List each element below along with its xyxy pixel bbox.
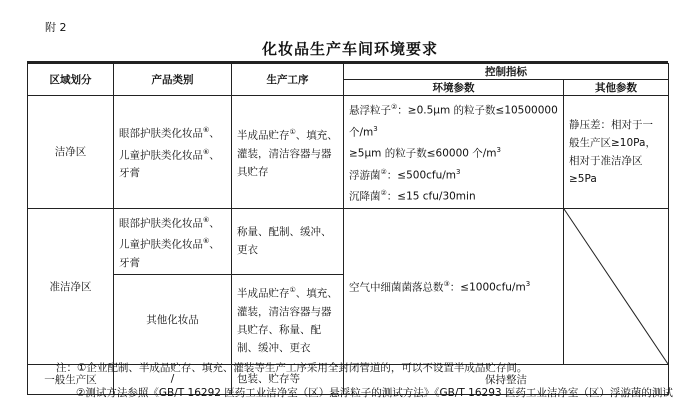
header-control: 控制指标 <box>344 64 669 80</box>
general-process: 包装、贮存等 <box>232 364 344 394</box>
general-category: / <box>114 364 232 394</box>
environment-requirements-table <box>27 63 669 395</box>
semi-process-a: 称量、配制、缓冲、更衣 <box>232 208 344 274</box>
semi-process-b: 半成品贮存①、填充、灌装，清洁容器与器具贮存、称量、配制、缓冲、更衣 <box>232 274 344 364</box>
header-process: 生产工序 <box>232 64 344 96</box>
general-control: 保持整洁 <box>344 364 669 394</box>
semi-area: 准洁净区 <box>28 208 114 364</box>
clean-env-particles: 悬浮粒子②：≥0.5μm 的粒子数≤10500000 个$/m^3$ <box>349 103 558 138</box>
table-row-semi-a <box>28 208 669 274</box>
table-row-clean <box>28 96 669 209</box>
table-header-row <box>28 64 669 80</box>
semi-env <box>344 208 564 364</box>
semi-category-a: 眼部护肤类化妆品⑥、儿童护肤类化妆品⑥、牙膏 <box>114 208 232 274</box>
header-env: 环境参数 <box>344 80 564 96</box>
clean-other: 静压差：相对于一般生产区≥10Pa，相对于准洁净区≥5Pa <box>564 96 669 209</box>
diagonal-line <box>564 209 668 364</box>
header-category: 产品类别 <box>114 64 232 96</box>
note-2: ②测试方法参照《GB/T 16292 医药工业洁净室（区）悬浮粒子的测试方法》《GB/T 16293 医药工业洁净室（区）浮游菌的测试 <box>76 387 673 399</box>
clean-env-floating: 浮游菌②：$\le 500cfu/m^3$ <box>349 167 461 181</box>
clean-process: 半成品贮存①、填充、灌装，清洁容器与器具贮存 <box>232 96 344 209</box>
semi-env-bacteria: 空气中细菌菌落总数③：$\le 1000cfu/m^3$ <box>349 280 531 294</box>
page-title: 化妆品生产车间环境要求 <box>261 40 438 58</box>
clean-area: 洁净区 <box>28 96 114 209</box>
semi-category-b: 其他化妆品 <box>114 274 232 364</box>
clean-env-settling: 沉降菌②：≤15 cfu/30min <box>349 189 476 203</box>
header-other: 其他参数 <box>564 80 669 96</box>
general-area: 一般生产区 <box>28 364 114 394</box>
attachment-label: 附 2 <box>45 21 67 34</box>
clean-env-particles-5um: ≥5μm 的粒子数≤60000 个$/m^3$ <box>349 146 501 160</box>
clean-env <box>344 96 564 209</box>
header-area: 区域划分 <box>28 64 114 96</box>
clean-category: 眼部护肤类化妆品⑥、儿童护肤类化妆品⑥、牙膏 <box>114 96 232 209</box>
note-1: 注：①企业配制、半成品贮存、填充、灌装等生产工序采用全封闭管道的，可以不设置半成品贮存间。 <box>56 362 528 374</box>
semi-other-empty <box>564 208 669 364</box>
